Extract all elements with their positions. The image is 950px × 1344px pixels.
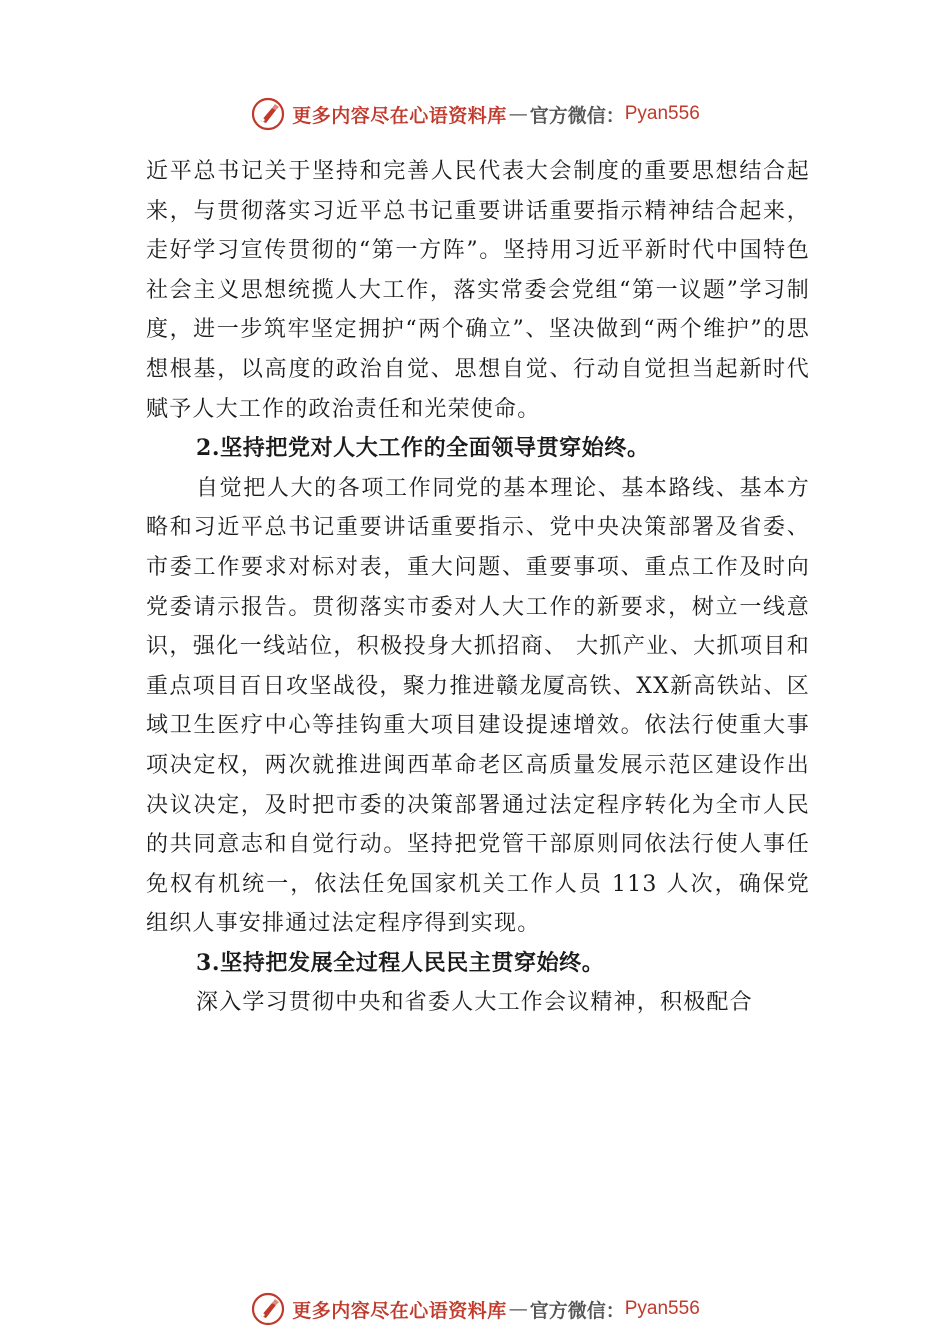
pen-nib-circle-logo-icon — [250, 96, 286, 132]
document-body — [146, 152, 810, 1023]
banner-wechat-id: Pyan556 — [624, 1298, 700, 1319]
section-heading-2: 2.坚持把党对人大工作的全面领导贯穿始终。 — [196, 435, 650, 462]
paragraph-continuation: 近平总书记关于坚持和完善人民代表大会制度的重要思想结合起来，与贯彻落实习近平总书记重要讲话重要指示精神结合起来，走好学习宣传贯彻的“第一方阵”。坚持用习近平新时代中国特色社会主义思想统揽人大工作，落实常委会党组“第一议题”学习制度，进一步筑牢坚定拥护“两个确立”、坚决做到“两个维护”的思想根基，以高度的政治自觉、思想自觉、行动自觉担当起新时代赋予人大工作的政治责任和光荣使命。 — [146, 159, 810, 422]
section-heading-3: 3.坚持把发展全过程人民民主贯穿始终。 — [196, 949, 605, 976]
banner-official-label: 官方微信： — [529, 104, 625, 127]
banner-brand: 更多内容尽在心语资料库 — [292, 1299, 507, 1322]
pen-nib-circle-logo-icon — [250, 1291, 286, 1327]
paragraph-section-2: 自觉把人大的各项工作同党的基本理论、基本路线、基本方略和习近平总书记重要讲话重要指示、党中央决策部署及省委、市委工作要求对标对表，重大问题、重要事项、重点工作及时向党委请示报告。贯彻落实市委对人大工作的新要求，树立一线意识，强化一线站位，积极投身大抓招商、 大抓产业、大抓项目和重点项目百日攻坚战役，聚力推进赣龙厦高铁、XX新高铁站、区域卫生医疗中心等挂钩重大项目建设提速增效。依法行使重大事项决定权，两次就推进闽西革命老区高质量发展示范区建设作出决议决定，及时把市委的决策部署通过法定程序转化为全市人民的共同意志和自觉行动。坚持把党管干部原则同依法行使人事任免权有机统一，依法任免国家机关工作人员 113 人次，确保党组织人事安排通过法定程序得到实现。 — [146, 475, 810, 937]
banner-official-label: 官方微信： — [529, 1299, 625, 1322]
paragraph-section-3: 深入学习贯彻中央和省委人大工作会议精神，积极配合 — [196, 990, 753, 1016]
header-banner — [0, 92, 950, 136]
footer-banner — [0, 1287, 950, 1331]
banner-dash: — — [508, 103, 528, 125]
banner-wechat-id: Pyan556 — [624, 103, 700, 124]
banner-brand: 更多内容尽在心语资料库 — [292, 104, 507, 127]
banner-dash: — — [508, 1298, 528, 1320]
